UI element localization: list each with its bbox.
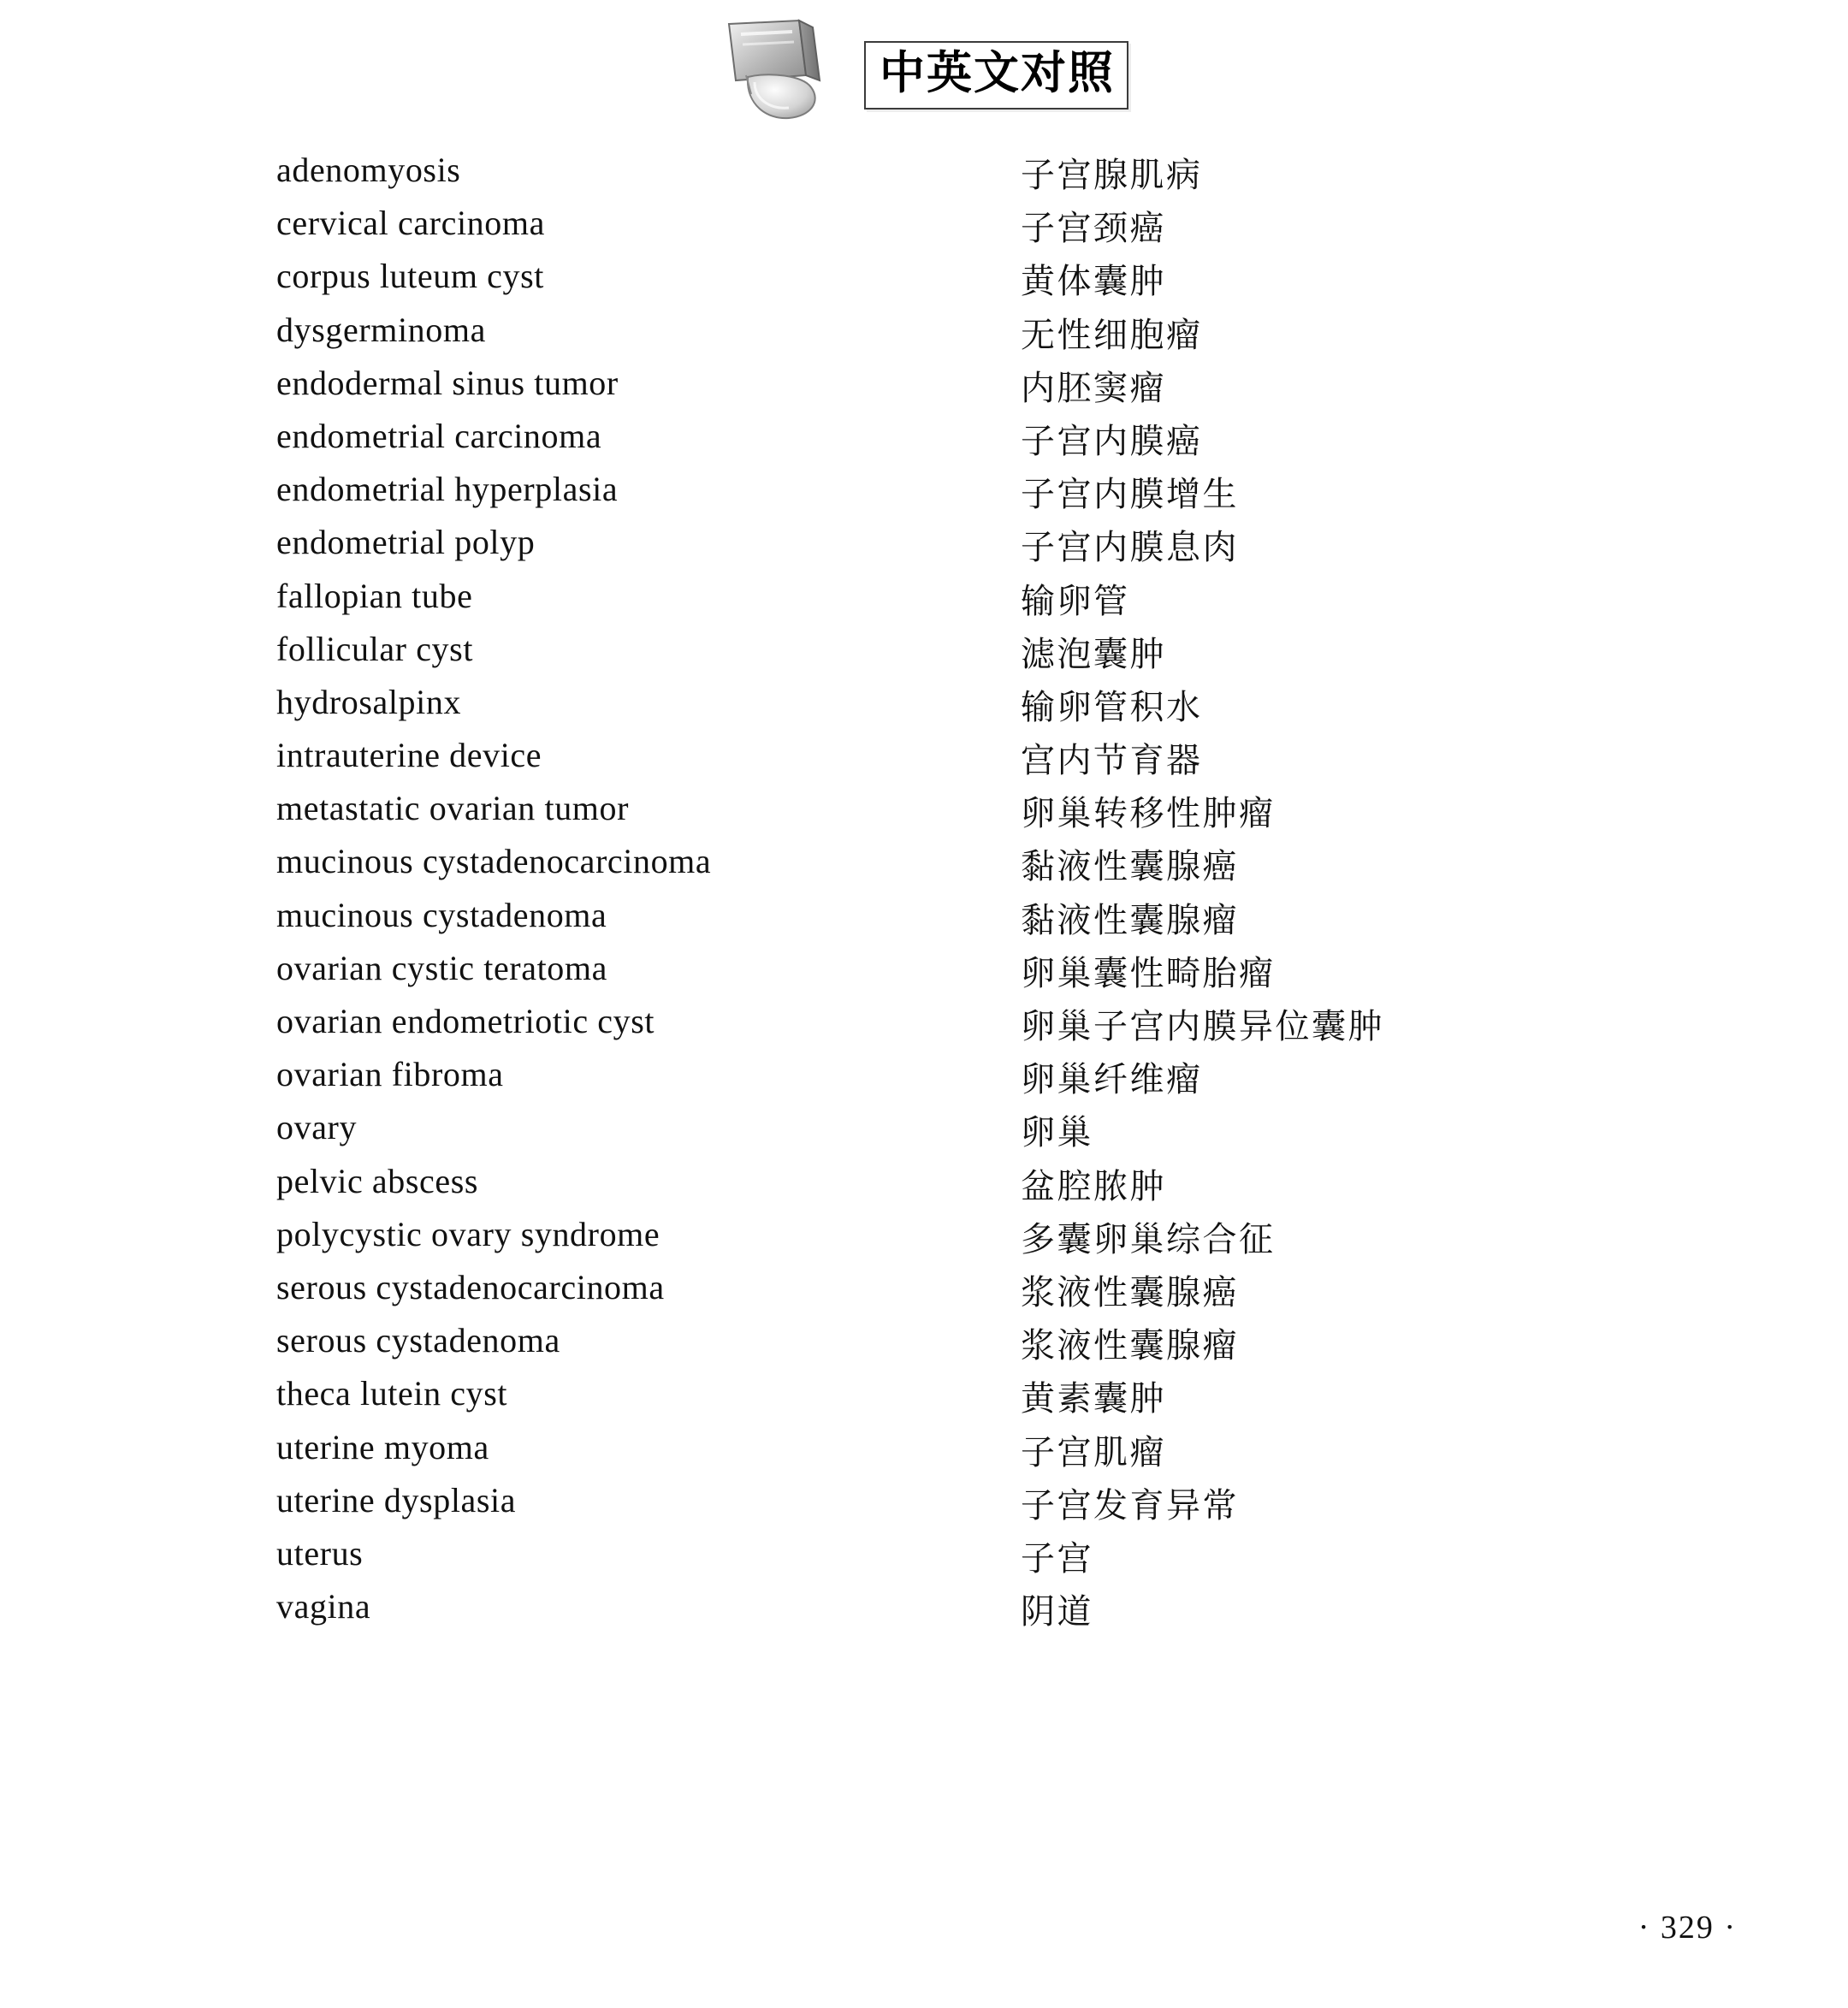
term-english: ovary (276, 1108, 358, 1147)
term-chinese: 子宫内膜息肉 (1021, 528, 1239, 568)
glossary-entry (0, 576, 1848, 629)
term-english: cervical carcinoma (276, 204, 545, 243)
glossary-entry (0, 1533, 1848, 1586)
glossary-entry (0, 682, 1848, 735)
page-header (0, 15, 1848, 144)
term-chinese: 浆液性囊腺瘤 (1021, 1326, 1239, 1366)
term-english: ovarian fibroma (276, 1055, 504, 1094)
term-english: corpus luteum cyst (276, 257, 544, 296)
glossary-entry (0, 1267, 1848, 1320)
glossary-entry (0, 948, 1848, 1001)
term-chinese: 子宫 (1021, 1538, 1093, 1579)
term-chinese: 子宫内膜癌 (1021, 421, 1203, 461)
term-chinese: 子宫腺肌病 (1021, 156, 1203, 195)
glossary-entry (0, 1586, 1848, 1639)
term-chinese: 盆腔脓肿 (1021, 1166, 1166, 1206)
term-english: pelvic abscess (276, 1161, 479, 1200)
header-inner (717, 15, 1128, 135)
page-footer (0, 1909, 1848, 1946)
glossary-entry (0, 895, 1848, 948)
term-english: follicular cyst (276, 629, 474, 668)
term-english: theca lutein cyst (276, 1374, 508, 1413)
glossary-entry (0, 522, 1848, 575)
term-english: dysgerminoma (276, 310, 486, 349)
glossary-entry (0, 841, 1848, 894)
term-english: hydrosalpinx (276, 682, 462, 721)
term-chinese: 黏液性囊腺瘤 (1021, 900, 1239, 940)
glossary-entry (0, 310, 1848, 363)
term-english: ovarian cystic teratoma (276, 948, 607, 987)
term-chinese: 子宫内膜增生 (1021, 475, 1239, 515)
glossary-entry (0, 1107, 1848, 1160)
glossary-entry (0, 416, 1848, 469)
term-chinese: 卵巢囊性畸胎瘤 (1021, 953, 1276, 993)
term-english: uterine dysplasia (276, 1480, 517, 1519)
term-english: polycystic ovary syndrome (276, 1214, 660, 1253)
term-english: mucinous cystadenocarcinoma (276, 842, 712, 881)
glossary-entry (0, 1214, 1848, 1267)
term-english: vagina (276, 1587, 371, 1626)
term-chinese: 子宫发育异常 (1021, 1485, 1239, 1525)
term-chinese: 黄素囊肿 (1021, 1379, 1166, 1419)
term-english: endometrial polyp (276, 523, 536, 562)
header-title-box (864, 41, 1128, 110)
term-english: metastatic ovarian tumor (276, 789, 630, 828)
term-chinese: 子宫肌瘤 (1021, 1432, 1166, 1472)
term-english: serous cystadenoma (276, 1321, 560, 1360)
glossary-entry (0, 1001, 1848, 1054)
page-title: 中英文对照 (880, 47, 1115, 100)
glossary-list (0, 150, 1848, 1639)
term-english: endometrial carcinoma (276, 416, 602, 455)
term-english: adenomyosis (276, 151, 461, 189)
term-chinese: 浆液性囊腺癌 (1021, 1272, 1239, 1312)
glossary-entry (0, 629, 1848, 682)
glossary-entry (0, 203, 1848, 256)
glossary-entry (0, 1480, 1848, 1533)
term-english: uterine myoma (276, 1427, 489, 1466)
term-english: fallopian tube (276, 576, 473, 615)
term-chinese: 滤泡囊肿 (1021, 634, 1166, 674)
glossary-entry (0, 1161, 1848, 1214)
glossary-entry (0, 1054, 1848, 1107)
glossary-entry (0, 788, 1848, 841)
term-chinese: 阴道 (1021, 1592, 1093, 1632)
term-english: mucinous cystadenoma (276, 895, 607, 934)
term-english: endometrial hyperplasia (276, 470, 619, 509)
term-chinese: 卵巢转移性肿瘤 (1021, 794, 1276, 834)
book-icon (717, 15, 844, 135)
glossary-entry (0, 1320, 1848, 1373)
term-chinese: 卵巢子宫内膜异位囊肿 (1021, 1007, 1384, 1046)
term-english: ovarian endometriotic cyst (276, 1002, 655, 1040)
glossary-entry (0, 363, 1848, 416)
term-chinese: 黄体囊肿 (1021, 262, 1166, 302)
term-chinese: 宫内节育器 (1021, 741, 1203, 781)
term-chinese: 输卵管 (1021, 581, 1130, 621)
term-chinese: 无性细胞瘤 (1021, 315, 1203, 355)
term-english: intrauterine device (276, 736, 542, 775)
glossary-entry (0, 1373, 1848, 1426)
term-chinese: 子宫颈癌 (1021, 209, 1166, 249)
glossary-entry (0, 469, 1848, 522)
glossary-entry (0, 735, 1848, 788)
term-english: endodermal sinus tumor (276, 363, 619, 402)
glossary-entry (0, 150, 1848, 203)
term-chinese: 内胚窦瘤 (1021, 368, 1166, 408)
page-number: · 329 · (1638, 1910, 1737, 1946)
term-chinese: 卵巢纤维瘤 (1021, 1060, 1203, 1100)
term-english: uterus (276, 1533, 364, 1573)
glossary-entry (0, 256, 1848, 309)
term-chinese: 多囊卵巢综合征 (1021, 1219, 1276, 1259)
term-chinese: 卵巢 (1021, 1113, 1093, 1153)
term-chinese: 黏液性囊腺癌 (1021, 847, 1239, 887)
term-chinese: 输卵管积水 (1021, 687, 1203, 727)
glossary-entry (0, 1427, 1848, 1480)
term-english: serous cystadenocarcinoma (276, 1267, 665, 1306)
